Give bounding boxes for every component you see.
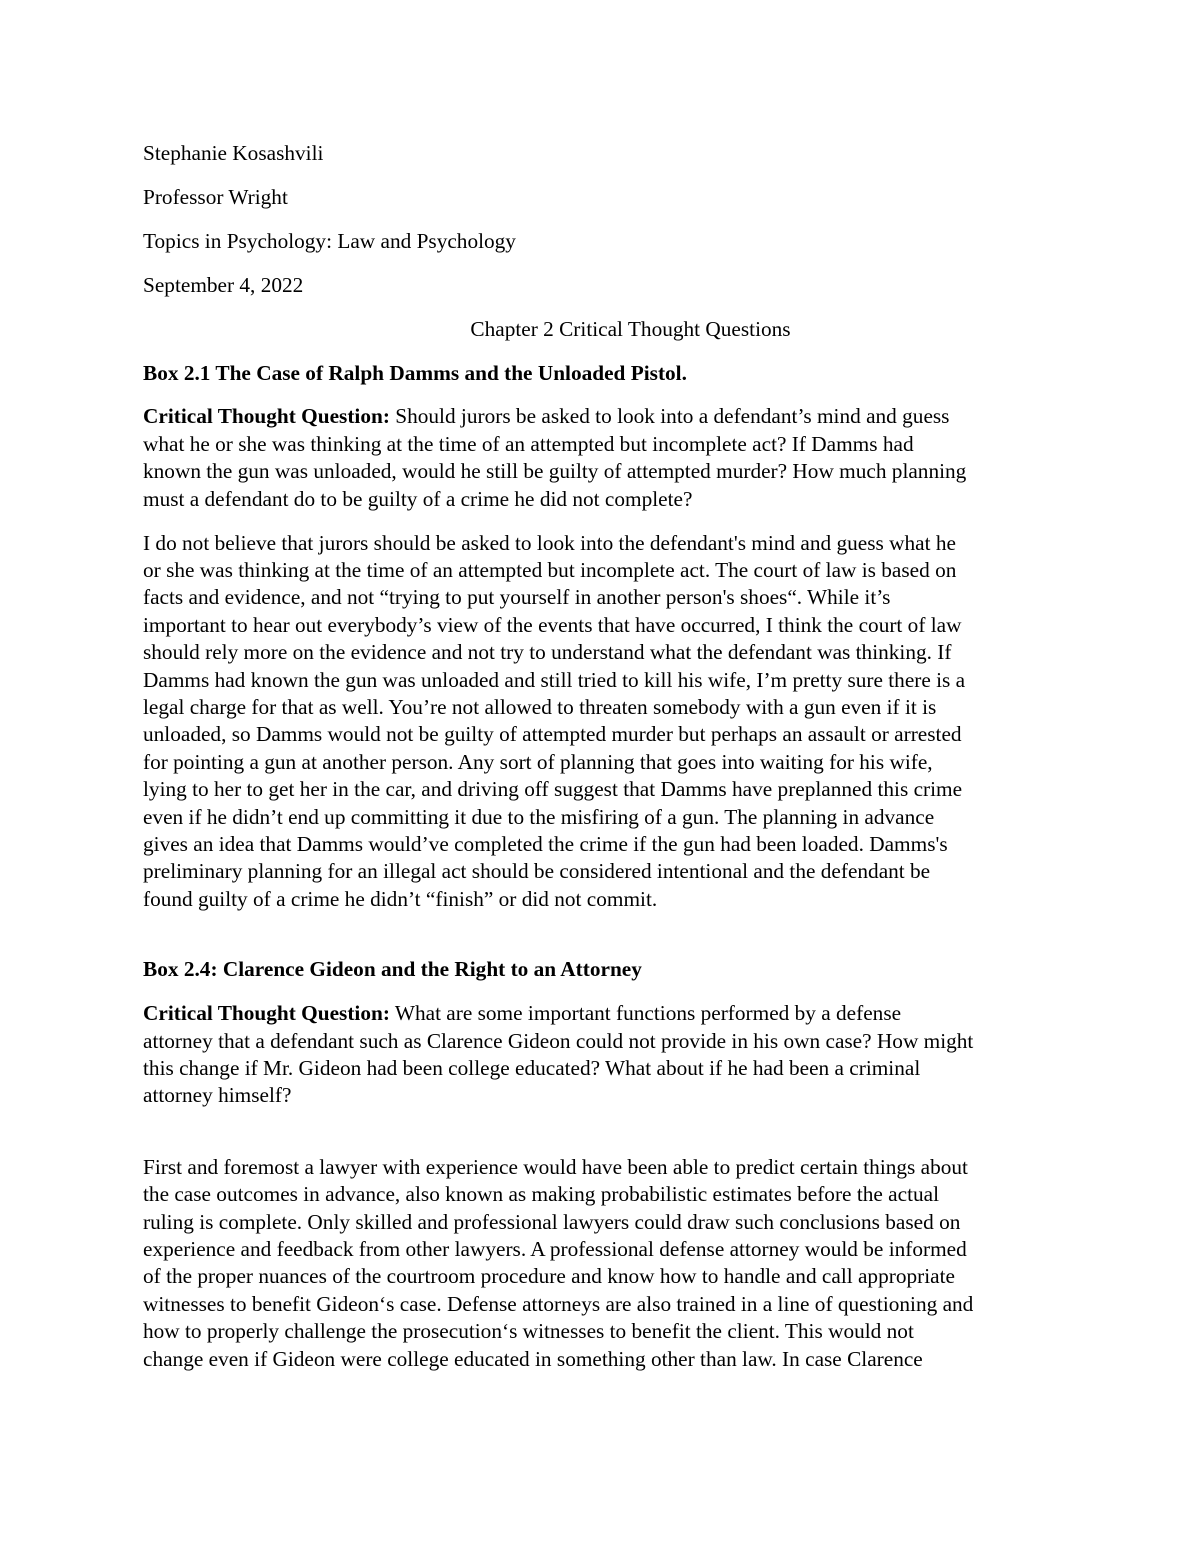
question-line: what he or she was thinking at the time of an attempted but incomplete act? If Damms had xyxy=(143,431,914,456)
answer-paragraph xyxy=(143,1154,1063,1373)
question-line: attorney himself? xyxy=(143,1083,292,1108)
answer-line: should rely more on the evidence and not try to understand what the defendant was thinking. If xyxy=(143,640,952,665)
question-line: must a defendant do to be guilty of a crime he did not complete? xyxy=(143,486,693,511)
answer-line: change even if Gideon were college educated in something other than law. In case Clarence xyxy=(143,1346,923,1371)
section-heading: Box 2.1 The Case of Ralph Damms and the Unloaded Pistol. xyxy=(143,360,687,385)
question-line xyxy=(143,1000,1063,1027)
answer-line: or she was thinking at the time of an attempted but incomplete act. The court of law is based on xyxy=(143,557,957,582)
question-line xyxy=(143,403,1063,430)
answer-line: Damms had known the gun was unloaded and still tried to kill his wife, I’m pretty sure there is a xyxy=(143,667,966,692)
answer-line: witnesses to benefit Gideon‘s case. Defense attorneys are also trained in a line of questioning and xyxy=(143,1291,974,1316)
author-name: Stephanie Kosashvili xyxy=(143,141,324,165)
answer-line: gives an idea that Damms would’ve completed the crime if the gun had been loaded. Damms's xyxy=(143,832,948,857)
answer-line: even if he didn’t end up committing it due to the misfiring of a gun. The planning in advance xyxy=(143,804,935,829)
answer-line: experience and feedback from other lawyers. A professional defense attorney would be informed xyxy=(143,1237,967,1261)
answer-line: for pointing a gun at another person. Any sort of planning that goes into waiting for his wife, xyxy=(143,749,933,774)
answer-line: facts and evidence, and not “trying to put yourself in another person's shoes“. While it’s xyxy=(143,585,891,610)
answer-line: unloaded, so Damms would not be guilty of attempted murder but perhaps an assault or arrested xyxy=(143,722,962,747)
question-line: known the gun was unloaded, would he still be guilty of attempted murder? How much planning xyxy=(143,459,967,484)
critical-question xyxy=(143,1000,1063,1110)
answer-line: lying to her to get her in the car, and driving off suggest that Damms have preplanned this crime xyxy=(143,777,963,802)
answer-line: ruling is complete. Only skilled and professional lawyers could draw such conclusions based on xyxy=(143,1209,961,1234)
professor-name: Professor Wright xyxy=(143,184,288,209)
answer-line: I do not believe that jurors should be asked to look into the defendant's mind and guess what he xyxy=(143,530,956,555)
course-name: Topics in Psychology: Law and Psychology xyxy=(143,228,516,253)
question-line: attorney that a defendant such as Clarence Gideon could not provide in his own case? How might xyxy=(143,1028,974,1053)
question-label: Critical Thought Question: xyxy=(143,404,390,429)
question-line: this change if Mr. Gideon had been college educated? What about if he had been a criminal xyxy=(143,1055,921,1080)
section-heading: Box 2.4: Clarence Gideon and the Right to an Attorney xyxy=(143,957,642,982)
answer-line: important to hear out everybody’s view of the events that have occurred, I think the court of law xyxy=(143,612,962,637)
question-text: What are some important functions performed by a defense xyxy=(389,1001,902,1026)
answer-line: legal charge for that as well. You’re not allowed to threaten somebody with a gun even if it is xyxy=(143,695,937,719)
answer-line: of the proper nuances of the courtroom procedure and know how to handle and call appropriate xyxy=(143,1264,955,1289)
answer-line: how to properly challenge the prosecution‘s witnesses to benefit the client. This would not xyxy=(143,1319,914,1344)
document-date: September 4, 2022 xyxy=(143,272,304,297)
document-body xyxy=(143,140,1063,1373)
answer-line: preliminary planning for an illegal act should be considered intentional and the defendant be xyxy=(143,859,931,884)
question-text: Should jurors be asked to look into a defendant’s mind and guess xyxy=(389,404,950,429)
critical-question xyxy=(143,403,1063,513)
answer-paragraph xyxy=(143,530,1063,914)
document-title: Chapter 2 Critical Thought Questions xyxy=(470,316,791,341)
answer-line: First and foremost a lawyer with experience would have been able to predict certain things about xyxy=(143,1154,968,1179)
question-label: Critical Thought Question: xyxy=(143,1001,390,1026)
answer-line: found guilty of a crime he didn’t “finish” or did not commit. xyxy=(143,886,658,911)
answer-line: the case outcomes in advance, also known as making probabilistic estimates before the actual xyxy=(143,1182,940,1207)
